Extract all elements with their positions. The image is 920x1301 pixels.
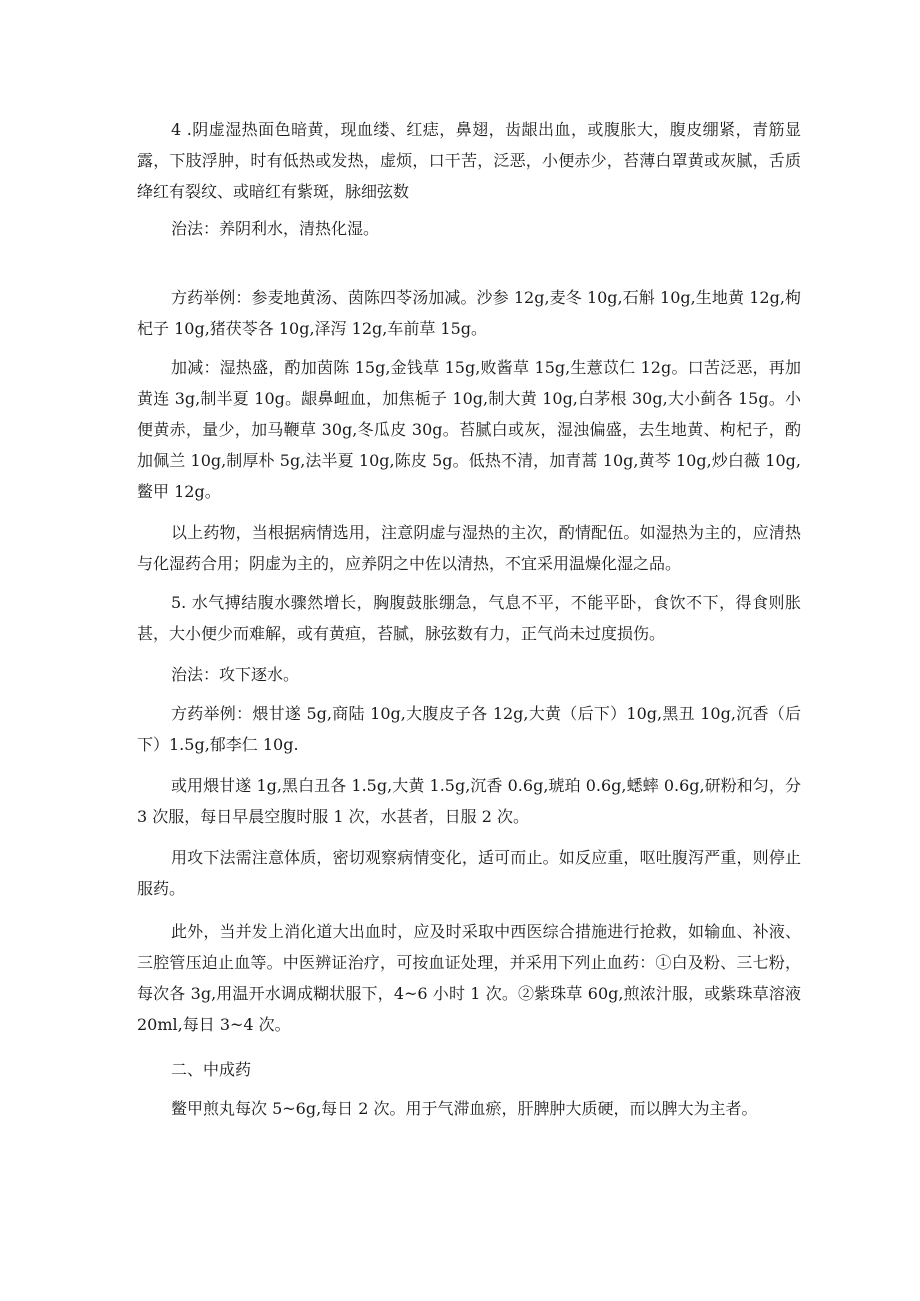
paragraph-caution-5: 用攻下法需注意体质，密切观察病情变化，适可而止。如反应重，呕吐腹泻严重，则停止服药。 [137, 848, 801, 898]
paragraph-treatment-5: 治法：攻下逐水。 [171, 665, 300, 684]
paragraph-note-4: 以上药物，当根据病情选用，注意阴虚与湿热的主次，酌情配伍。如湿热为主的，应清热与化湿药合用；阴虚为主的，应养阴之中佐以清热，不宜采用温燥化湿之品。 [137, 523, 801, 573]
document-body [137, 114, 801, 1124]
paragraph-alt-prescription-5: 或用煨甘遂 1g,黑白丑各 1.5g,大黄 1.5g,沉香 0.6g,琥珀 0.6g,蟋蟀 0.6g,研粉和匀，分 3 次服，每日早晨空腹时服 1 次，水甚者，日服 2 次。 [137, 776, 801, 826]
paragraph-bleeding-treatment: 此外，当并发上消化道大出血时，应及时采取中西医综合措施进行抢救，如输血、补液、三腔管压迫止血等。中医辨证治疗，可按血证处理，并采用下列止血药：①白及粉、三七粉，每次各 3g,用温开水调成糊状服下，4~6 小时 1 次。②紫珠草 60g,煎浓汁服，或紫珠草溶液 20ml,每日 3~4 次。 [137, 922, 801, 1034]
paragraph-treatment-4: 治法：养阴利水，清热化湿。 [171, 219, 380, 238]
section-heading-patent-medicine: 二、中成药 [171, 1060, 252, 1079]
paragraph-syndrome-5: 5. 水气搏结腹水骤然增长，胸腹鼓胀绷急，气息不平，不能平卧，食饮不下，得食则胀甚，大小便少而难解，或有黄疸，苔腻，脉弦数有力，正气尚未过度损伤。 [137, 593, 801, 643]
paragraph-patent-medicine: 鳖甲煎丸每次 5~6g,每日 2 次。用于气滞血瘀，肝脾肿大质硬，而以脾大为主者。 [171, 1099, 758, 1118]
paragraph-modification-4: 加减：湿热盛，酌加茵陈 15g,金钱草 15g,败酱草 15g,生薏苡仁 12g。口苦泛恶，再加黄连 3g,制半夏 10g。龈鼻衄血，加焦栀子 10g,制大黄 10g,白茅根 30g,大小蓟各 15g。小便黄赤，量少，加马鞭草 30g,冬瓜皮 30g。苔腻白或灰，湿浊偏盛，去生地黄、枸杞子，酌加佩兰 10g,制厚朴 5g,法半夏 10g,陈皮 5g。低热不清，加青蒿 10g,黄芩 10g,炒白薇 10g,鳖甲 12g。 [137, 358, 801, 501]
paragraph-prescription-4: 方药举例：参麦地黄汤、茵陈四苓汤加减。沙参 12g,麦冬 10g,石斛 10g,生地黄 12g,枸杞子 10g,猪茯苓各 10g,泽泻 12g,车前草 15g。 [137, 288, 801, 338]
paragraph-prescription-5: 方药举例：煨甘遂 5g,商陆 10g,大腹皮子各 12g,大黄（后下）10g,黑丑 10g,沉香（后下）1.5g,郁李仁 10g. [137, 704, 801, 754]
paragraph-syndrome-4: 4 .阴虚湿热面色暗黄，现血缕、红痣，鼻翅，齿龈出血，或腹胀大，腹皮绷紧，青筋显露，下肢浮肿，时有低热或发热，虚烦，口干苦，泛恶，小便赤少，苔薄白罩黄或灰腻，舌质绛红有裂纹、或暗红有紫斑，脉细弦数 [137, 120, 801, 201]
